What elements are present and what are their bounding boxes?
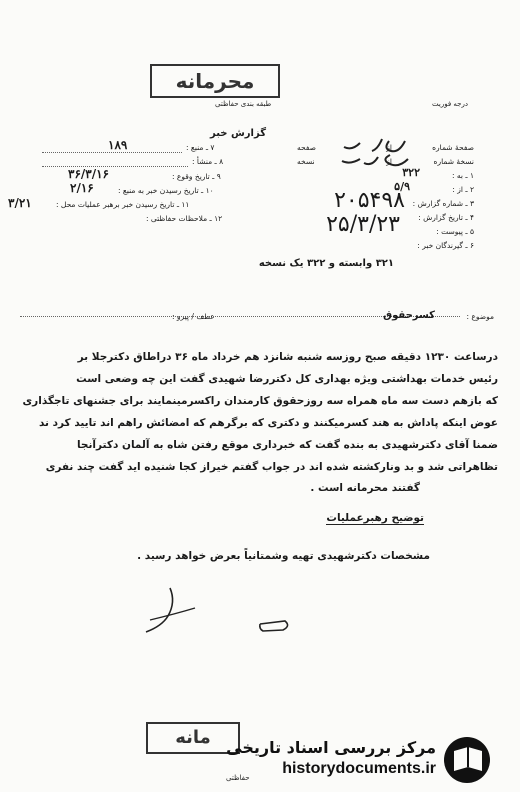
classification-stamp-bottom: مانه xyxy=(146,722,240,754)
report-number-label: ۳ ـ شماره گزارش : xyxy=(412,199,474,208)
footer-category-label: حفاظتی xyxy=(226,774,250,782)
body-line: تظاهراتی شد و بد ونارکشته شده اند در جواب گفتم خیراز کجا شنیده اید گفت چند نفری xyxy=(45,461,498,473)
from-label: ۲ ـ از : xyxy=(452,185,474,194)
copy-of-label: از xyxy=(386,157,392,166)
to-value: ۳۲۲ xyxy=(402,166,420,179)
receipt-source-value: ۲/۱۶ xyxy=(70,181,94,195)
report-date-label: ۴ ـ تاریخ گزارش : xyxy=(418,213,474,222)
recipients-label: ۶ ـ گیرندگان خبر : xyxy=(417,241,474,250)
body-line: رئیس خدمات بهداشتی ویژه بهداری کل دکتررضا شهیدی گفت این چه وضعی است xyxy=(76,373,498,385)
handwritten-signature xyxy=(130,580,330,650)
subject-label: موضوع : xyxy=(466,312,494,321)
report-number-value: ۲۰۵۴۹۸ xyxy=(334,188,405,213)
source-label: ۷ ـ منبع : xyxy=(186,143,215,152)
informant-label: ۸ ـ منشأ : xyxy=(192,157,224,166)
ops-note-text: مشخصات دکترشهیدی تهیه وشمتانیاً بعرض خواهد رسید . xyxy=(137,550,430,562)
to-label: ۱ ـ به : xyxy=(451,171,474,180)
from-value: ۵/۹ xyxy=(394,180,410,193)
watermark-url: historydocuments.ir xyxy=(282,760,436,777)
body-line: ضمنا آقای دکترشهیدی به بنده گفت که خبرداری موقع رفتن شاه به آلمان دکترآنجا xyxy=(76,439,498,451)
page-number-label: صفحهٔ شماره xyxy=(432,143,474,152)
receipt-ops-value: ۳/۲۱ xyxy=(8,196,32,210)
recipients-value: ۳۲۱ وابسته و ۳۲۲ یک نسخه xyxy=(258,258,394,269)
reference-label: عطف / پیرو : xyxy=(172,312,215,321)
ops-note-title: توضیح رهبرعملیات xyxy=(326,512,424,524)
body-line: درساعت ۱۲۳۰ دقیقه صبح روزسه شنبه شانزد هم خرداد ماه ۳۶ دراطاق دکترجلا بر xyxy=(77,351,498,363)
body-line: که بازهم دست سه ماه همراه سه روزحقوق کارمندان راکسرمینمایند برای جشنهای تاجگذاری xyxy=(22,395,498,407)
informant-line xyxy=(42,166,188,167)
page-unit: صفحه xyxy=(297,143,317,152)
security-category-label: طبقه بندی حفاظتی xyxy=(215,100,272,108)
event-date-label: ۹ ـ تاریخ وقوع : xyxy=(172,172,221,181)
receipt-source-label: ۱۰ ـ تاریخ رسیدن خبر به منبع : xyxy=(118,186,214,195)
copy-number-label: نسخهٔ شماره xyxy=(433,157,474,166)
watermark-logo-icon xyxy=(442,735,492,785)
security-notes-label: ۱۲ ـ ملاحظات حفاظتی : xyxy=(146,214,223,223)
classification-stamp-top: محرمانه xyxy=(150,64,280,98)
copy-unit: نسخه xyxy=(297,157,315,166)
source-line xyxy=(42,152,182,153)
body-line-last: گفتند محرمانه است . xyxy=(310,482,420,494)
source-value: ۱۸۹ xyxy=(108,138,128,152)
subject-value: کسرحقوق xyxy=(383,310,435,321)
event-date-value: ۳۶/۳/۱۶ xyxy=(68,167,109,181)
watermark-title: مرکز بررسی اسناد تاریخی xyxy=(226,738,436,757)
urgency-label: درجه فوریت xyxy=(432,100,468,108)
body-line: عوض اینکه پاداش به هند کسرمیکنند و دکتری که برگرهم که امضائش راهم اند تایید کرد ند xyxy=(38,417,498,429)
receipt-ops-label: ۱۱ ـ تاریخ رسیدن خبر برهبر عملیات محل : xyxy=(56,200,190,209)
attachment-label: ۵ ـ پیوست : xyxy=(436,227,474,236)
report-date-value: ۲۵/۳/۲۳ xyxy=(326,212,400,237)
report-title: گزارش خبر xyxy=(210,128,267,139)
page-of-label: از xyxy=(386,143,392,152)
